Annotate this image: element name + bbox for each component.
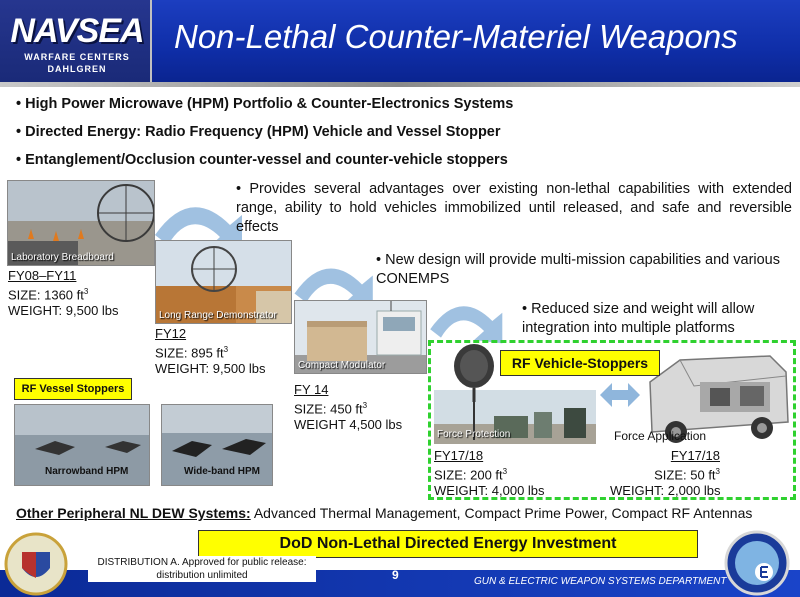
slide-title: Non-Lethal Counter-Materiel Weapons [174,18,738,55]
spec-size: SIZE: 1360 ft [8,287,84,303]
spec-force-application [610,448,720,499]
bullet-entanglement: • Entanglement/Occlusion counter-vessel and counter-vehicle stoppers [16,152,508,168]
superscript: 3 [362,401,368,410]
photo-caption: Compact Modulator [298,360,386,371]
spec-fy: FY17/18 [434,448,484,463]
superscript: 3 [502,467,508,476]
other-systems-heading: Other Peripheral NL DEW Systems: [16,505,251,521]
rf-vehicle-stoppers-label: RF Vehicle-Stoppers [500,350,660,376]
superscript: 3 [715,467,720,476]
page-number: 9 [392,568,399,582]
bullet-reduced-size: • Reduced size and weight will allow integration into multiple platforms [522,301,755,336]
photo-caption: Force Protection [437,429,511,440]
investment-banner: DoD Non-Lethal Directed Energy Investment [198,530,698,558]
long-range-demonstrator-photo [155,240,292,324]
bullet-new-design: • New design will provide multi-mission capabilities and various CONEMPS [376,252,780,287]
spec-fy: FY08–FY11 [8,268,77,283]
spec-weight: WEIGHT: 9,500 lbs [155,361,266,377]
dish-antenna-icon [450,342,498,402]
distribution-statement: DISTRIBUTION A. Approved for public release: distribution unlimited [88,556,316,582]
bullet-hpm-portfolio: • High Power Microwave (HPM) Portfolio & Counter-Electronics Systems [16,96,514,112]
spec-laboratory-breadboard [8,268,119,319]
spec-fy: FY17/18 [670,448,720,463]
navsea-logo [0,0,152,82]
pax-continua-seal-icon [4,532,68,596]
bullet-advantages: • Provides several advantages over existing non-lethal capabilities with extended range, ability to hold vehicles immobilized until released, and safe and reversible effects [236,181,792,235]
spec-weight: WEIGHT 4,500 lbs [294,417,403,433]
spec-weight: WEIGHT: 9,500 lbs [8,303,119,319]
spec-size: SIZE: 450 ft [294,401,363,417]
spec-size: SIZE: 200 ft [434,467,503,483]
other-systems-line [16,505,752,521]
bullet-directed-energy: • Directed Energy: Radio Frequency (HPM) Vehicle and Vessel Stopper [16,124,501,140]
logo-location: DAHLGREN [47,64,107,74]
spec-force-protection [434,448,545,499]
spec-fy: FY12 [155,326,187,341]
spec-weight: WEIGHT: 2,000 lbs [610,483,721,499]
department-name: GUN & ELECTRIC WEAPON SYSTEMS DEPARTMENT [474,576,727,587]
spec-compact-modulator [294,382,402,433]
superscript: 3 [223,345,229,354]
header-divider [0,82,800,87]
wideband-hpm-photo [161,404,273,486]
double-arrow-icon [600,380,640,410]
spec-fy: FY 14 [294,382,329,397]
spec-size: SIZE: 895 ft [155,345,224,361]
photo-caption: Laboratory Breadboard [11,252,114,263]
other-systems-text: Advanced Thermal Management, Compact Prime Power, Compact RF Antennas [250,505,753,521]
department-seal-icon [724,530,790,596]
force-application-caption: Force Application [614,429,707,443]
spec-long-range-demonstrator [155,326,266,377]
rf-vessel-stoppers-label: RF Vessel Stoppers [14,378,132,400]
logo-navsea-text: NAVSEA [10,12,144,50]
spec-size: SIZE: 50 ft [654,467,716,483]
logo-subtitle: WARFARE CENTERS [24,52,130,62]
spec-weight: WEIGHT: 4,000 lbs [434,483,545,499]
superscript: 3 [83,287,89,296]
narrowband-hpm-photo [14,404,150,486]
laboratory-breadboard-photo [7,180,155,266]
photo-caption: Long Range Demonstrator [159,310,277,321]
photo-caption: Narrowband HPM [45,466,129,477]
photo-caption: Wide-band HPM [184,466,261,477]
compact-modulator-photo [294,300,427,374]
